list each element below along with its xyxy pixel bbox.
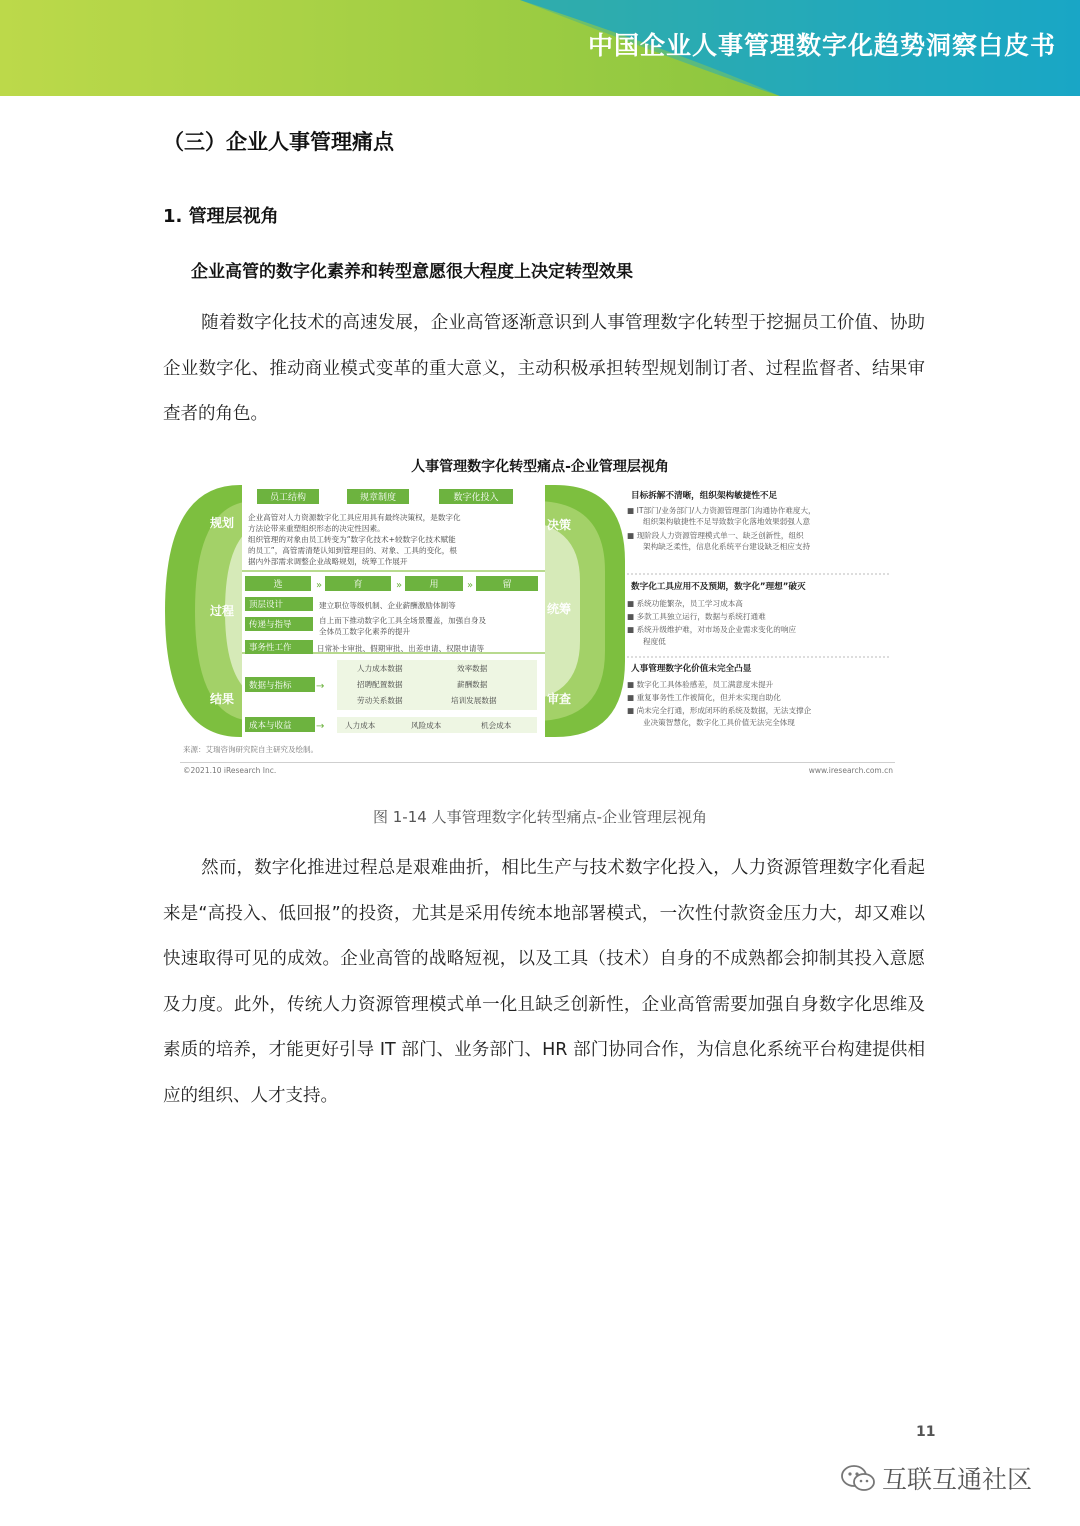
paragraph-1 xyxy=(163,301,925,438)
right-block-1 xyxy=(627,489,890,574)
result-item: 机会成本 xyxy=(481,721,512,730)
label-review: 审查 xyxy=(547,692,572,706)
label-result: 结果 xyxy=(210,692,235,706)
paragraph-2 xyxy=(163,846,925,1119)
right-block-title: 人事管理数字化价值未完全凸显 xyxy=(631,664,752,674)
result-tag: 成本与收益 xyxy=(249,721,292,731)
plan-text-line: 据内外部需求调整企业战略规划，统筹工作展开 xyxy=(248,557,408,566)
lead-heading: 企业高管的数字化素养和转型意愿很大程度上决定转型效果 xyxy=(191,262,633,282)
step-arrow-icon: » xyxy=(396,580,403,591)
step-label: 选 xyxy=(273,580,283,590)
result-item: 薪酬数据 xyxy=(457,680,488,689)
wechat-icon xyxy=(840,1463,876,1493)
document-title: 中国企业人事管理数字化趋势洞察白皮书 xyxy=(587,31,1056,60)
plan-tag: 员工结构 xyxy=(269,493,307,503)
figure-caption: 图 1-14 人事管理数字化转型痛点-企业管理层视角 xyxy=(373,808,707,826)
result-item: 人力成本 xyxy=(345,721,376,730)
step-label: 用 xyxy=(429,580,439,590)
figure-footer-rule xyxy=(180,762,895,763)
header-banner xyxy=(0,0,1080,96)
plan-text-line: 的员工”，高管需清楚认知到管理目的、对象、工具的变化，根 xyxy=(248,546,457,555)
bullet-point: ■ 系统功能繁杂，员工学习成本高 ■ 多款工具独立运行，数据与系统打通难 ■ 系统升级维护难，对市场及企业需求变化的响应 程度低 xyxy=(627,599,797,646)
plan-tag: 规章制度 xyxy=(359,493,397,503)
label-coordinate: 统筹 xyxy=(547,602,572,616)
pain-point-diagram xyxy=(165,481,900,776)
result-item: 招聘配置数据 xyxy=(357,680,403,689)
plan-text-line: 企业高管对人力资源数字化工具应用具有最终决策权，是数字化 xyxy=(248,513,461,522)
label-process: 过程 xyxy=(210,604,235,618)
watermark-text: 互联互通社区 xyxy=(882,1465,1033,1494)
figure-copyright: ©2021.10 iResearch Inc. xyxy=(183,766,277,775)
bullet-point: ■ 数字化工具体验感差，员工满意度未提升 ■ 重复事务性工作被简化，但并未实现自助化 ■ 尚未完全打通，形成闭环的系统及数据，无法支撑企 业决策智慧化，数字化工具价值无法完全体现 xyxy=(627,680,812,727)
label-plan: 规划 xyxy=(210,516,235,530)
bullet-point: ■ IT部门/业务部门/人力资源管理部门沟通协作难度大， 组织架构敏捷性不足导致数字化落地效果弱强人意 ■ 现阶段人力资源管理模式单一、缺乏创新性，组织 架构缺乏柔性，信息化系统平台建设缺乏相应支持 xyxy=(627,506,816,551)
step-label: 育 xyxy=(353,580,363,590)
paragraph-2-text: 然而，数字化推进过程总是艰难曲折，相比生产与技术数字化投入，人力资源管理数字化看起来是“高投入、低回报”的投资，尤其是采用传统本地部署模式，一次性付款资金压力大，却又难以快速取得可见的成效。企业高管的战略短视，以及工具（技术）自身的不成熟都会抑制其投入意愿及力度。此外，传统人力资源管理模式单一化且缺乏创新性，企业高管需要加强自身数字化思维及素质的培养，才能更好引导 IT 部门、业务部门、HR 部门协同合作，为信息化系统平台构建提供相应的组织、人才支持。 xyxy=(163,858,925,1106)
result-item: 人力成本数据 xyxy=(357,664,403,673)
page-number: 11 xyxy=(916,1424,936,1440)
arrow-right-icon: → xyxy=(316,681,325,692)
figure-title: 人事管理数字化转型痛点-企业管理层视角 xyxy=(411,459,669,475)
step-arrow-icon: » xyxy=(316,580,323,591)
step-arrow-icon: » xyxy=(467,580,474,591)
subsection-title: 1. 管理层视角 xyxy=(163,206,279,227)
process-tag: 顶层设计 xyxy=(249,600,284,610)
result-item: 培训发展数据 xyxy=(451,696,497,705)
process-text: 自上而下推动数字化工具全场景覆盖，加强自身及 全体员工数字化素养的提升 xyxy=(319,616,487,636)
right-block-title: 目标拆解不清晰，组织架构敏捷性不足 xyxy=(631,491,778,501)
right-block-3 xyxy=(627,662,814,728)
watermark xyxy=(840,1460,1032,1496)
result-item: 效率数据 xyxy=(457,664,488,673)
plan-text-line: 方法论带来重塑组织形态的决定性因素。 xyxy=(248,524,385,533)
step-label: 留 xyxy=(502,580,512,590)
process-tag: 传递与指导 xyxy=(249,620,292,630)
right-block-title: 数字化工具应用不及预期，数字化”理想”破灭 xyxy=(631,582,806,592)
paragraph-1-text: 随着数字化技术的高速发展，企业高管逐渐意识到人事管理数字化转型于挖掘员工价值、协助企业数字化、推动商业模式变革的重大意义，主动积极承担转型规划制订者、过程监督者、结果审查者的角色。 xyxy=(163,313,925,424)
right-block-2 xyxy=(627,580,890,657)
label-decision: 决策 xyxy=(547,518,572,532)
process-text: 日常补卡审批、假期审批、出差申请、权限申请等 xyxy=(317,644,485,653)
plan-text-line: 组织管理的对象由员工转变为“数字化技术+较数字化技术赋能 xyxy=(248,535,456,544)
process-tag: 事务性工作 xyxy=(249,643,292,653)
process-text: 建立职位等级机制、企业薪酬激励体制等 xyxy=(319,601,456,610)
result-tag: 数据与指标 xyxy=(249,681,292,691)
section-title: （三）企业人事管理痛点 xyxy=(163,130,394,154)
result-item: 劳动关系数据 xyxy=(357,696,403,705)
figure-website: www.iresearch.com.cn xyxy=(808,766,893,775)
arrow-right-icon: → xyxy=(316,721,325,732)
result-item: 风险成本 xyxy=(411,721,442,730)
figure-source: 来源：艾瑞咨询研究院自主研究及绘制。 xyxy=(183,745,318,754)
plan-tag: 数字化投入 xyxy=(453,493,499,503)
